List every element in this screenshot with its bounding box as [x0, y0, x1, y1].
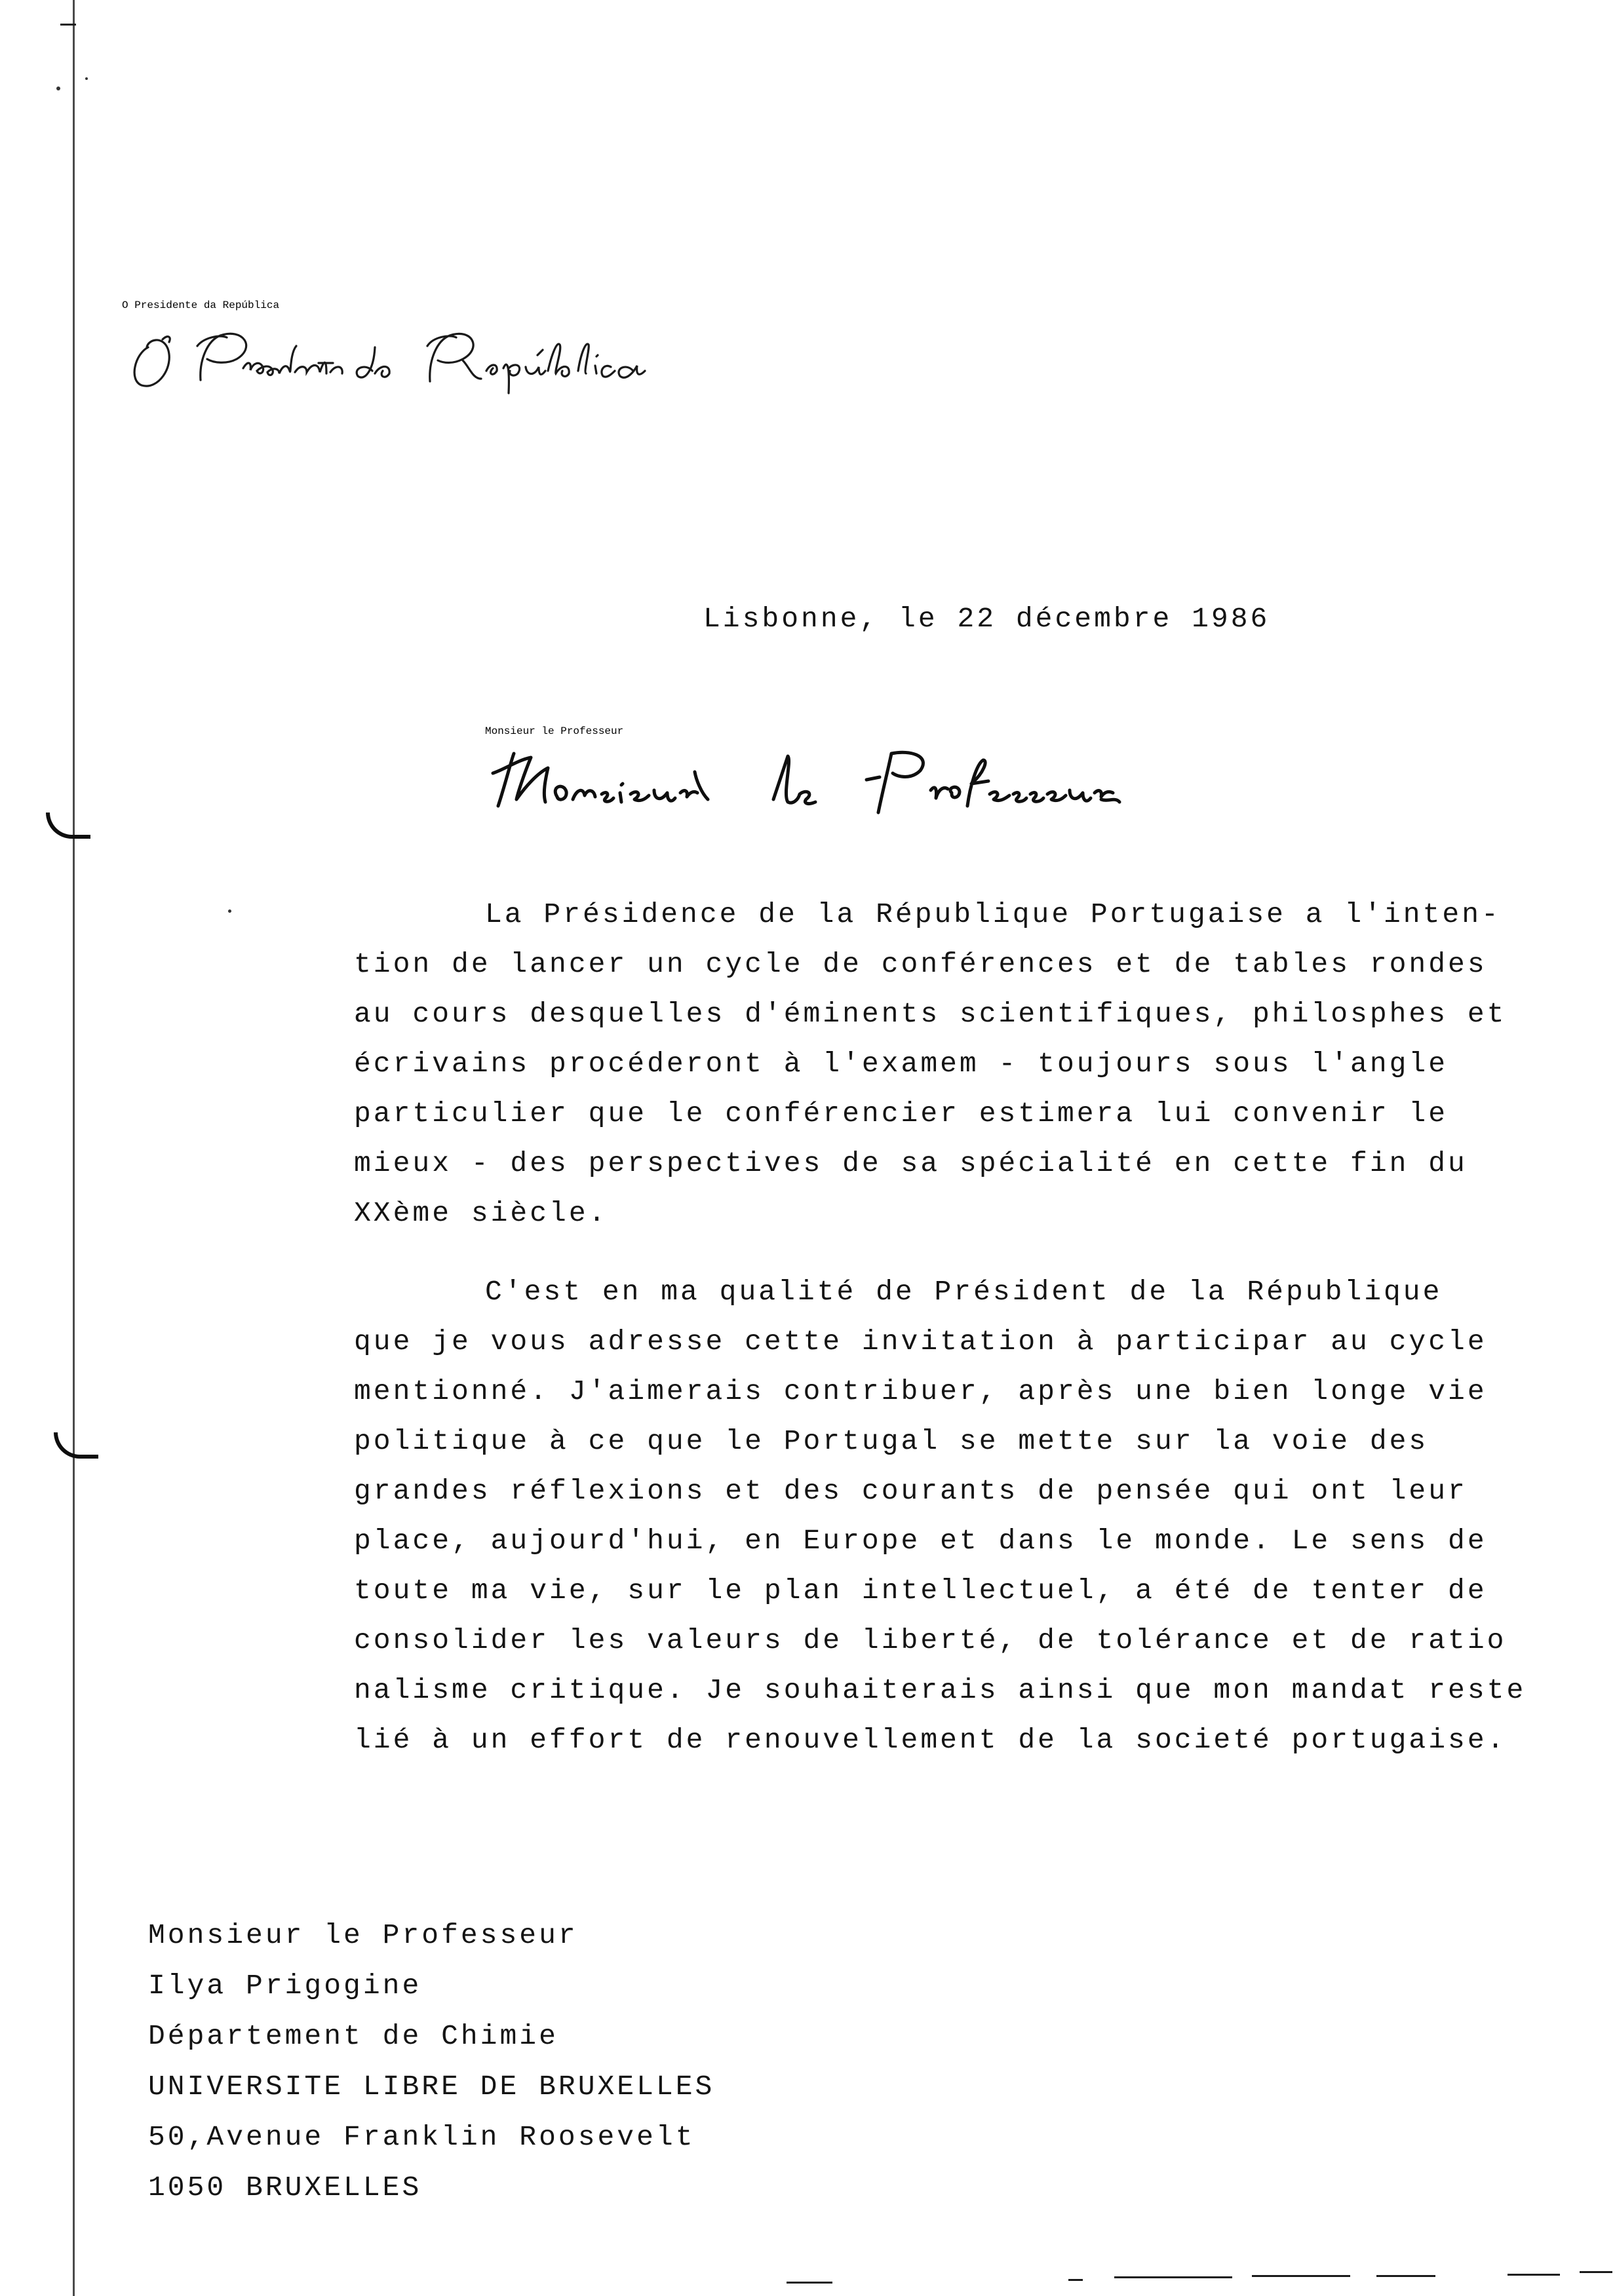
- paragraph-line: nalisme critique. Je souhaiterais ainsi que mon mandat reste: [354, 1674, 1527, 1706]
- scan-edge-mark: [1376, 2275, 1435, 2277]
- address-line: 50,Avenue Franklin Roosevelt: [148, 2121, 695, 2153]
- paragraph-line: au cours desquelles d'éminents scientifiques, philosphes et: [354, 998, 1507, 1030]
- paragraph-line: grandes réflexions et des courants de pensée qui ont leur: [354, 1475, 1468, 1507]
- paragraph-line: XXème siècle.: [354, 1197, 608, 1229]
- paragraph-line: tion de lancer un cycle de conférences et de tables rondes: [354, 948, 1487, 980]
- svg-text:Monsieur le Professeur: Monsieur le Professeur: [485, 725, 624, 737]
- binder-hook-mark: [54, 1432, 98, 1459]
- paragraph-line: mieux - des perspectives de sa spécialité en cette fin du: [354, 1147, 1468, 1179]
- paragraph-1: [354, 890, 1534, 1238]
- date-line: Lisbonne, le 22 décembre 1986: [703, 603, 1270, 635]
- left-margin-rule: [73, 0, 75, 2296]
- paragraph-line: lié à un effort de renouvellement de la societé portugaise.: [354, 1724, 1507, 1756]
- recipient-address-block: [148, 1910, 714, 2213]
- paragraph-line: politique à ce que le Portugal se mette sur la voie des: [354, 1425, 1429, 1457]
- paragraph-line: consolider les valeurs de liberté, de tolérance et de ratio: [354, 1624, 1507, 1656]
- paragraph-line: place, aujourd'hui, en Europe et dans le monde. Le sens de: [354, 1525, 1487, 1557]
- margin-speck: [85, 77, 88, 80]
- paragraph-line: toute ma vie, sur le plan intellectuel, a été de tenter de: [354, 1575, 1487, 1607]
- address-line: Monsieur le Professeur: [148, 1919, 578, 1951]
- paragraph-line: mentionné. J'aimerais contribuer, après une bien longe vie: [354, 1375, 1487, 1407]
- paragraph-line: que je vous adresse cette invitation à participar au cycle: [354, 1326, 1487, 1358]
- scan-edge-mark: [787, 2282, 832, 2284]
- top-left-tick-mark: [60, 24, 76, 26]
- address-line: UNIVERSITE LIBRE DE BRUXELLES: [148, 2071, 715, 2103]
- margin-speck: [56, 86, 60, 90]
- address-line: Département de Chimie: [148, 2020, 558, 2052]
- paragraph-line: particulier que le conférencier estimera lui convenir le: [354, 1098, 1449, 1130]
- letterhead-script: [122, 299, 712, 406]
- scan-edge-mark: [1114, 2276, 1232, 2278]
- paragraph-line: écrivains procéderont à l'examem - toujours sous l'angle: [354, 1048, 1449, 1080]
- scan-edge-mark: [1252, 2275, 1350, 2277]
- paragraph-line: C'est en ma qualité de Président de la République: [485, 1276, 1443, 1308]
- scan-edge-mark: [1508, 2274, 1560, 2276]
- address-line: 1050 BRUXELLES: [148, 2172, 422, 2204]
- margin-speck: [228, 909, 231, 913]
- binder-hook-mark: [46, 813, 90, 839]
- paragraph-line: La Présidence de la République Portugaise a l'inten-: [485, 898, 1501, 930]
- scan-edge-mark: [1068, 2279, 1083, 2281]
- paragraph-2: [354, 1267, 1534, 1765]
- address-line: Ilya Prigogine: [148, 1970, 422, 2002]
- scan-edge-mark: [1580, 2271, 1612, 2273]
- handwritten-salutation: [485, 725, 1140, 832]
- svg-text:O Presidente da República: O Presidente da República: [122, 299, 280, 311]
